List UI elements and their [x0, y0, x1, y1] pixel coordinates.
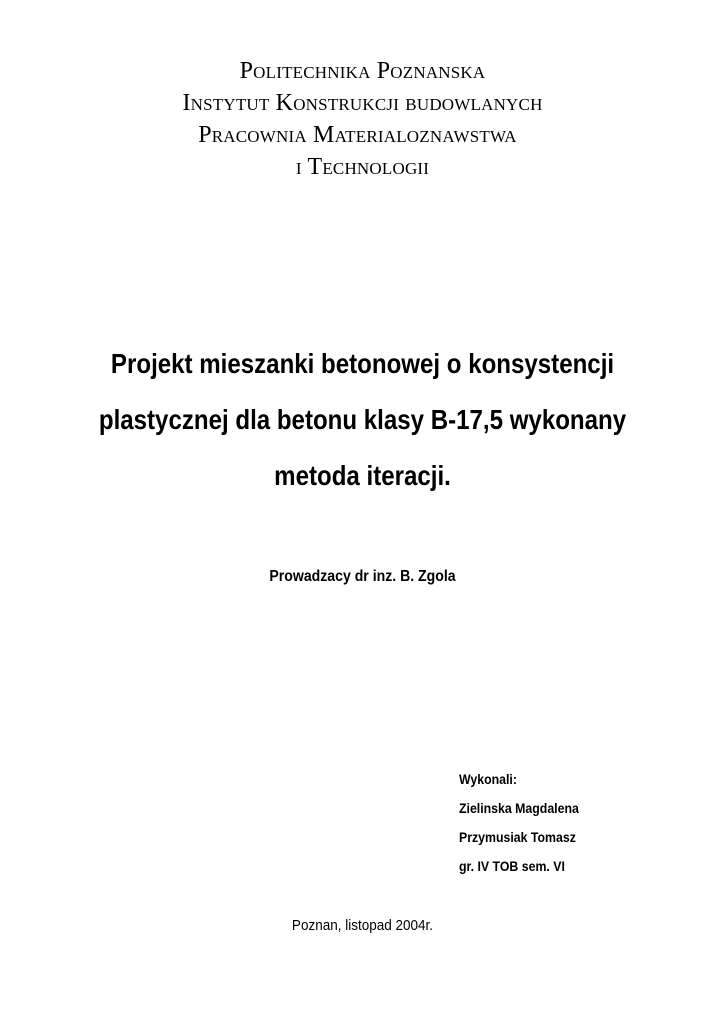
- place-and-date: Poznan, listopad 2004r.: [291, 917, 434, 934]
- title-line-2: plastycznej dla betonu klasy B-17,5 wykonany: [98, 404, 627, 435]
- title-line-1: Projekt mieszanki betonowej o konsystencji: [110, 348, 615, 379]
- university-name: Politechnika Poznanska: [239, 58, 486, 84]
- supervisor-line: Prowadzacy dr inz. B. Zgola: [269, 568, 456, 585]
- author-name-2: Przymusiak Tomasz: [459, 829, 576, 845]
- institution-header: [0, 55, 725, 183]
- authors-block: [459, 765, 670, 881]
- authors-label: Wykonali:: [459, 771, 517, 787]
- title-line-3: metoda iteracji.: [274, 460, 451, 491]
- project-title: [68, 336, 657, 504]
- laboratory-name: Pracownia Materialoznawstwa: [198, 122, 517, 148]
- laboratory-name-continued: i Technologii: [295, 154, 430, 180]
- institute-name: Instytut Konstrukcji budowlanych: [182, 90, 543, 116]
- author-name-1: Zielinska Magdalena: [459, 800, 579, 816]
- author-group: gr. IV TOB sem. VI: [459, 858, 565, 874]
